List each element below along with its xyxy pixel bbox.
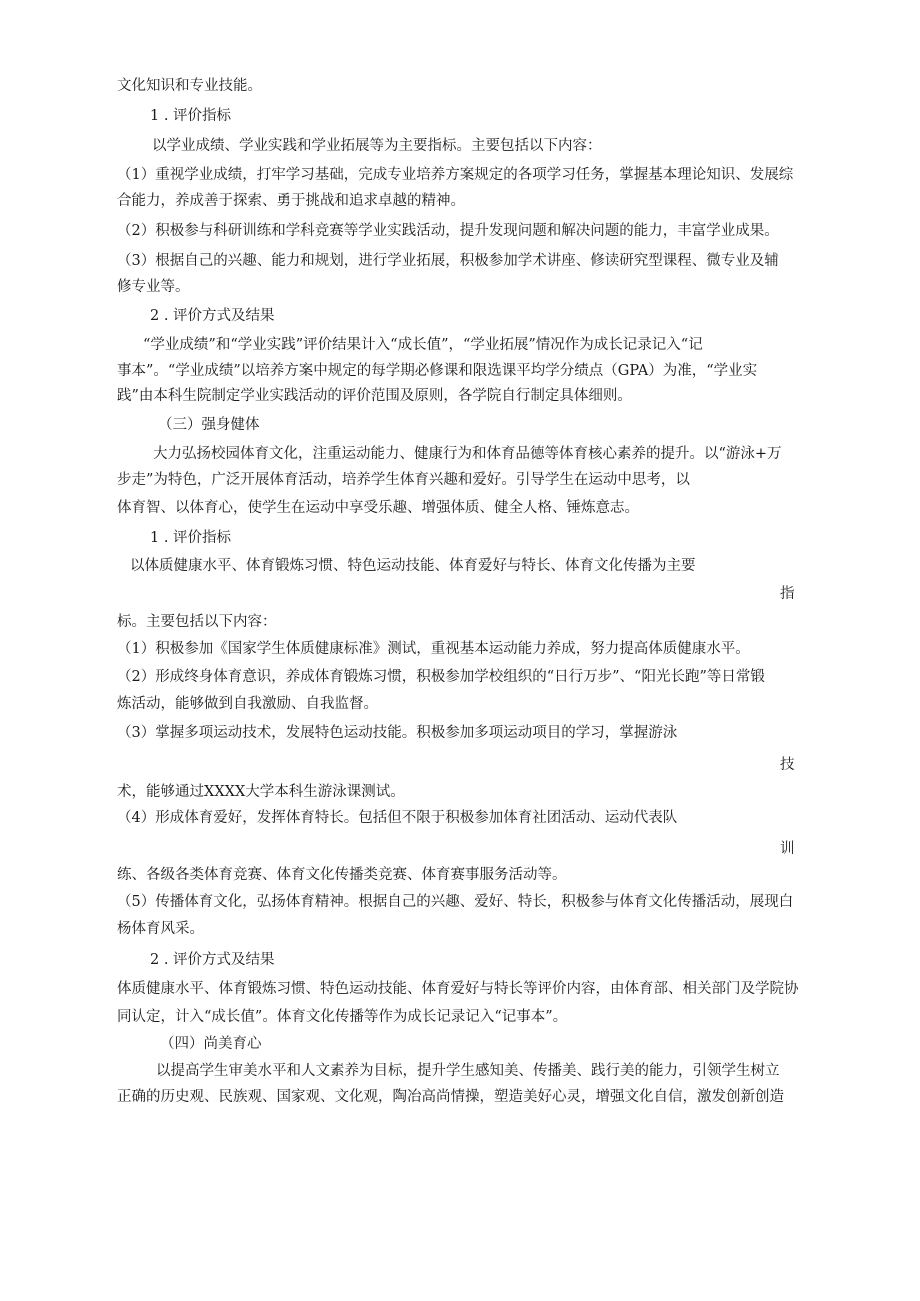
text-line: （2）积极参与科研训练和学科竞赛等学业实践活动，提升发现问题和解决问题的能力，丰富学业成果。 [117, 223, 779, 239]
text-line: 体育智、以体育心，使学生在运动中享受乐趣、增强体质、健全人格、锤炼意志。 [117, 500, 639, 516]
text-line: 步走”为特色，广泛开展体育活动，培养学生体育兴趣和爱好。引导学生在运动中思考，以 [117, 472, 690, 488]
text-line: 以体质健康水平、体育锻炼习惯、特色运动技能、体育爱好与特长、体育文化传播为主要 [130, 558, 696, 574]
section-heading: （四）尚美育心 [160, 1036, 262, 1052]
text-line: （3）掌握多项运动技术，发展特色运动技能。积极参加多项运动项目的学习，掌握游泳 [117, 725, 678, 741]
text-line: 体质健康水平、体育锻炼习惯、特色运动技能、体育爱好与特长等评价内容，由体育部、相关部门及学院协 [117, 981, 799, 997]
text-line: （2）形成终身体育意识，养成体育锻炼习惯，积极参加学校组织的“日行万步”、“阳光长跑”等日常锻 [117, 669, 765, 685]
text-line: “学业成绩”和“学业实践”评价结果计入“成长值”，“学业拓展”情况作为成长记录记入“记 [143, 337, 703, 353]
text-line: 以提高学生审美水平和人文素养为目标，提升学生感知美、传播美、践行美的能力，引领学生树立 [156, 1063, 780, 1079]
subheading: 2 . 评价方式及结果 [150, 308, 275, 324]
text-line: 练、各级各类体育竞赛、体育文化传播类竞赛、体育赛事服务活动等。 [117, 867, 567, 883]
text-line: 同认定，计入“成长值”。体育文化传播等作为成长记录记入“记事本”。 [117, 1009, 568, 1025]
text-line: 指 [780, 586, 795, 602]
text-line: 正确的历史观、民族观、国家观、文化观，陶冶高尚情操，塑造美好心灵，增强文化自信，激发创新创造 [117, 1089, 784, 1105]
text-line: 术，能够通过XXXX大学本科生游泳课测试。 [117, 784, 405, 800]
text-line: 炼活动，能够做到自我激励、自我监督。 [117, 696, 378, 712]
text-line: （3）根据自己的兴趣、能力和规划，进行学业拓展，积极参加学术讲座、修读研究型课程、微专业及辅 [117, 253, 779, 269]
text-line: （4）形成体育爱好，发挥体育特长。包括但不限于积极参加体育社团活动、运动代表队 [117, 810, 678, 826]
text-line: 合能力，养成善于探索、勇于挑战和追求卓越的精神。 [117, 193, 465, 209]
section-heading: （三）强身健体 [158, 417, 260, 433]
text-line: 践”由本科生院制定学业实践活动的评价范围及原则，各学院自行制定具体细则。 [117, 388, 632, 404]
subheading: 1 . 评价指标 [150, 108, 232, 124]
text-line: 技 [780, 757, 795, 773]
text-line: （1）重视学业成绩，打牢学习基础，完成专业培养方案规定的各项学习任务，掌握基本理论知识、发展综 [117, 167, 794, 183]
subheading: 1 . 评价指标 [150, 530, 232, 546]
text-line: 杨体育风采。 [117, 921, 204, 937]
subheading: 2 . 评价方式及结果 [150, 952, 275, 968]
text-line: 大力弘扬校园体育文化，注重运动能力、健康行为和体育品德等体育核心素养的提升。以“游泳+万 [153, 446, 782, 462]
text-line: （5）传播体育文化，弘扬体育精神。根据自己的兴趣、爱好、特长，积极参与体育文化传播活动，展现白 [117, 894, 794, 910]
text-line: 标。主要包括以下内容： [117, 614, 277, 630]
text-line: 以学业成绩、学业实践和学业拓展等为主要指标。主要包括以下内容： [152, 138, 602, 154]
text-line: （1）积极参加《国家学生体质健康标准》测试，重视基本运动能力养成，努力提高体质健康水平。 [117, 641, 750, 657]
text-line: 文化知识和专业技能。 [117, 78, 262, 94]
text-line: 修专业等。 [117, 279, 190, 295]
text-line: 事本”。“学业成绩”以培养方案中规定的每学期必修课和限选课平均学分绩点（GPA）为准，“学业实 [117, 363, 758, 379]
text-line: 训 [780, 841, 795, 857]
